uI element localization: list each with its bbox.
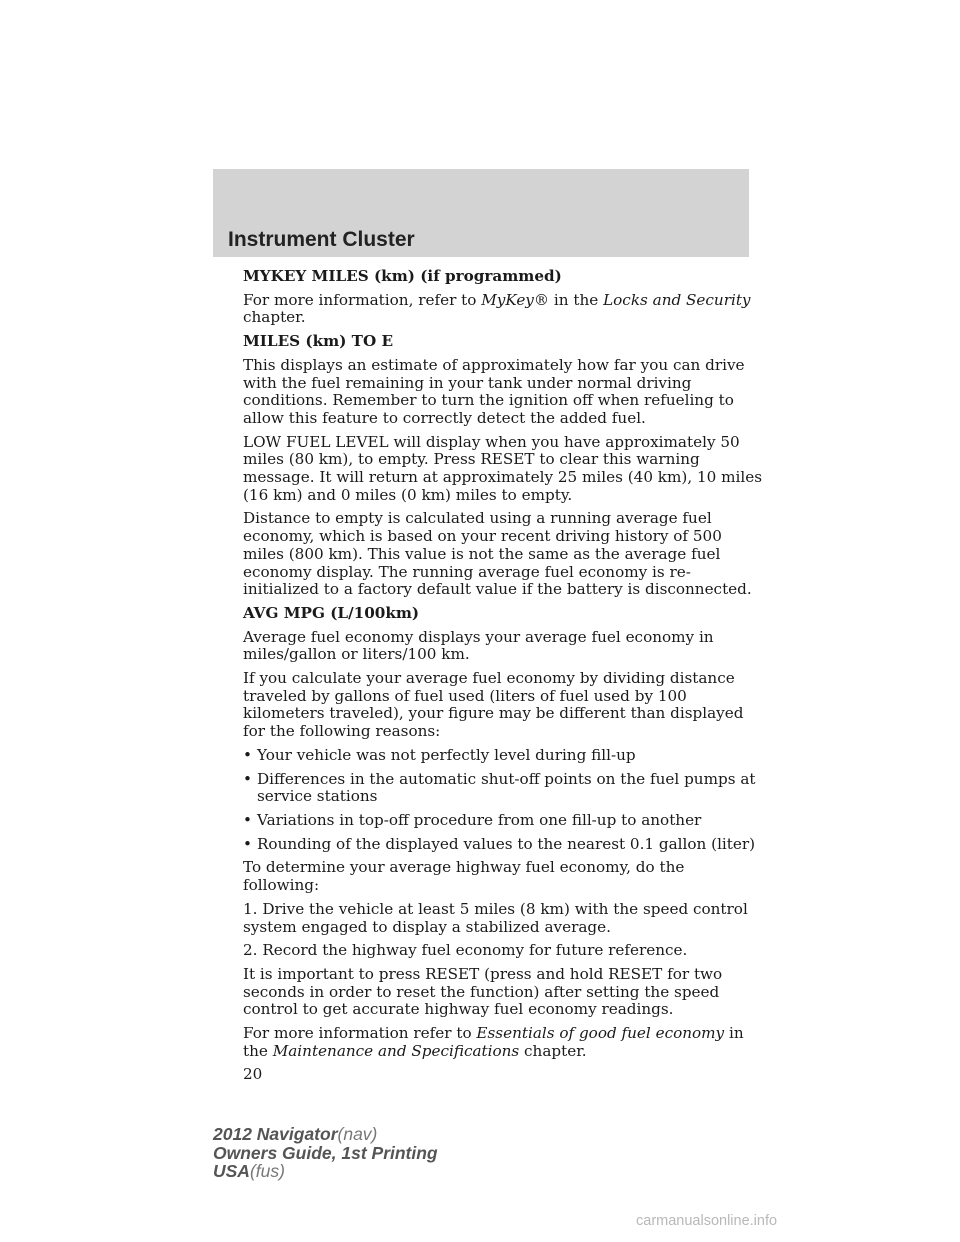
paragraph-avg-4: It is important to press RESET (press and hold RESET for two seconds in order to reset the function) after setting the speed control to get accurate highway fuel economy readings. [243,964,723,1019]
manual-body [243,268,763,1090]
list-item: • Your vehicle was not perfectly level during fill-up [243,747,763,765]
text: chapter. [243,308,306,327]
heading-avg-mpg: AVG MPG (L/100km) [243,603,420,622]
footer-market-code: (fus) [249,1161,285,1181]
print-footer [213,1125,438,1181]
paragraph-low-fuel: LOW FUEL LEVEL will display when you have approximately 50 miles (80 km), to empty. Press RESET to clear this warning message. It will return at approximately 25 miles (40 km), 10 miles (16 km) and 0 miles (0 km) miles to empty. [243,432,763,504]
heading-mykey-miles: MYKEY MILES (km) (if programmed) [243,267,562,285]
text: in the [243,1024,744,1060]
mykey-reference: MyKey® [481,290,550,309]
maintenance-reference: Maintenance and Specifications [272,1041,520,1060]
paragraph-mykey-reference [243,292,763,327]
paragraph-avg-3: To determine your average highway fuel economy, do the following: [243,858,685,895]
section-title: Instrument Cluster [228,228,415,251]
paragraph-avg-2: If you calculate your average fuel economy by dividing distance traveled by gallons of fuel used (liters of fuel used by 100 kilometers traveled), your figure may be different than displayed for the following reasons: [243,669,744,741]
footer-line-2: Owners Guide, 1st Printing [213,1142,438,1163]
footer-line-1 [213,1125,438,1144]
locks-security-reference: Locks and Security [603,290,751,309]
paragraph-miles-to-e-1: This displays an estimate of approximately how far you can drive with the fuel remaining in your tank under normal driving conditions. Remember to turn the ignition off when refueling to allow this feature to correctly detect the added fuel. [243,355,745,427]
footer-market: USA [213,1161,250,1181]
step-2: 2. Record the highway fuel economy for future reference. [243,941,688,960]
paragraph-avg-1: Average fuel economy displays your average fuel economy in miles/gallon or liters/100 km. [243,627,714,664]
text: chapter. [519,1041,587,1060]
text: For more information refer to [243,1024,477,1043]
page-number: 20 [243,1065,263,1084]
reasons-list [243,747,763,854]
text: in the [549,290,604,309]
footer-line-3 [213,1162,438,1181]
list-item: • Differences in the automatic shut-off points on the fuel pumps at service stations [243,771,763,806]
text: For more information, refer to [243,290,482,309]
watermark-text: carmanualsonline.info [636,1213,778,1229]
list-item: • Variations in top-off procedure from one fill-up to another [243,812,763,830]
paragraph-final-reference [243,1025,763,1060]
step-1: 1. Drive the vehicle at least 5 miles (8 km) with the speed control system engaged to display a stabilized average. [243,899,748,936]
list-item: • Rounding of the displayed values to the nearest 0.1 gallon (liter) [243,836,763,854]
footer-model-code: (nav) [337,1124,378,1144]
fuel-economy-reference: Essentials of good fuel economy [476,1024,725,1043]
heading-miles-to-e: MILES (km) TO E [243,332,394,351]
paragraph-distance-to-empty: Distance to empty is calculated using a running average fuel economy, which is based on your recent driving history of 500 miles (800 km). This value is not the same as the average fuel economy display. The running average fuel economy is re-initialized to a factory default value if the battery is disconnected. [243,509,752,599]
footer-model: 2012 Navigator [213,1124,338,1144]
